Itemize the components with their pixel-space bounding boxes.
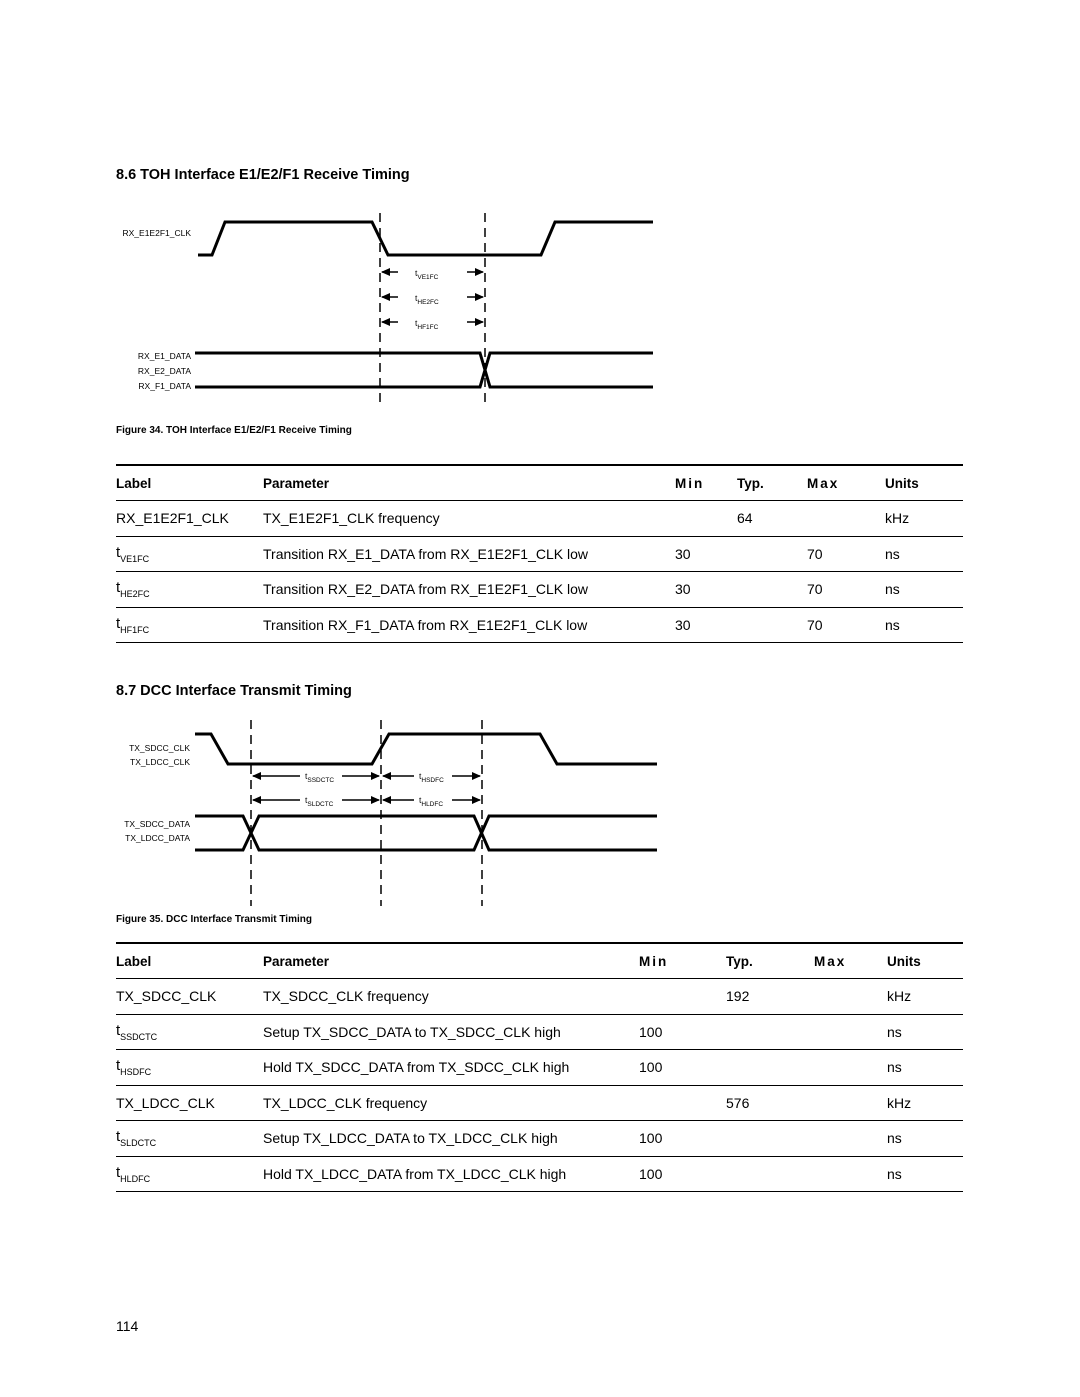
row-max: 70 (807, 536, 885, 572)
row-units: ns (887, 1156, 963, 1192)
row-units: ns (885, 607, 963, 643)
col-header-label: Label (116, 943, 263, 979)
table-row (116, 1156, 963, 1192)
table-row (116, 1050, 963, 1086)
dcc-data-signal-label-ldcc: TX_LDCC_DATA (125, 833, 190, 843)
row-label: $t_{HE2FC}$ (116, 572, 263, 608)
row-label: TX_LDCC_CLK (116, 1085, 263, 1121)
row-parameter: Setup TX_LDCC_DATA to TX_LDCC_CLK high (263, 1121, 639, 1157)
row-typ (726, 1014, 814, 1050)
row-units: ns (887, 1121, 963, 1157)
row-max: 70 (807, 572, 885, 608)
row-parameter: Hold TX_LDCC_DATA from TX_LDCC_CLK high (263, 1156, 639, 1192)
dcc-param-label-sldctc: tSLDCTC (305, 795, 334, 808)
dcc-data-waveform-b (195, 816, 657, 850)
row-parameter: Setup TX_SDCC_DATA to TX_SDCC_CLK high (263, 1014, 639, 1050)
dcc-param-label-ssdctc: tSSDCTC (305, 771, 335, 784)
row-min (639, 1085, 726, 1121)
row-min: 30 (675, 607, 737, 643)
col-header-typ: Typ. (726, 943, 814, 979)
row-max (814, 1050, 887, 1086)
dcc-timing-table (116, 942, 963, 1192)
row-units: kHz (885, 501, 963, 537)
row-min (639, 979, 726, 1015)
dcc-clk-signal-label-sdcc: TX_SDCC_CLK (129, 743, 190, 753)
toh-data-signal-label-e1: RX_E1_DATA (137, 351, 191, 361)
col-header-min: Min (639, 943, 726, 979)
row-parameter: Transition RX_E1_DATA from RX_E1E2F1_CLK low (263, 536, 675, 572)
row-parameter: TX_SDCC_CLK frequency (263, 979, 639, 1015)
col-header-max: Max (814, 943, 887, 979)
row-max (814, 1121, 887, 1157)
toh-param-label-2: tHE2FC (415, 293, 439, 306)
dcc-clock-waveform (195, 734, 657, 764)
section-heading-toh: 8.6 TOH Interface E1/E2/F1 Receive Timing (116, 167, 410, 183)
row-label: $t_{HF1FC}$ (116, 607, 263, 643)
row-min: 100 (639, 1121, 726, 1157)
row-typ: 64 (737, 501, 807, 537)
row-typ (726, 1121, 814, 1157)
figure-34-caption: Figure 34. TOH Interface E1/E2/F1 Receive Timing (116, 425, 352, 436)
col-header-units: Units (887, 943, 963, 979)
row-min: 30 (675, 572, 737, 608)
col-header-parameter: Parameter (263, 943, 639, 979)
row-max (814, 1014, 887, 1050)
row-units: ns (885, 572, 963, 608)
table-row (116, 1121, 963, 1157)
col-header-max: Max (807, 465, 885, 501)
row-parameter: Transition RX_E2_DATA from RX_E1E2F1_CLK low (263, 572, 675, 608)
col-header-typ: Typ. (737, 465, 807, 501)
row-units: ns (885, 536, 963, 572)
table-row (116, 1014, 963, 1050)
dcc-data-waveform-a (195, 816, 657, 850)
row-parameter: Transition RX_F1_DATA from RX_E1E2F1_CLK low (263, 607, 675, 643)
row-label: $t_{HSDFC}$ (116, 1050, 263, 1086)
toh-param-label-1: tVE1FC (415, 268, 439, 281)
page-number: 114 (116, 1318, 139, 1334)
table-row (116, 979, 963, 1015)
toh-param-label-3: tHF1FC (415, 318, 439, 331)
section-heading-dcc: 8.7 DCC Interface Transmit Timing (116, 683, 352, 699)
col-header-units: Units (885, 465, 963, 501)
col-header-label: Label (116, 465, 263, 501)
row-typ (726, 1156, 814, 1192)
row-max (814, 1156, 887, 1192)
row-units: kHz (887, 979, 963, 1015)
row-min: 100 (639, 1014, 726, 1050)
row-parameter: Hold TX_SDCC_DATA from TX_SDCC_CLK high (263, 1050, 639, 1086)
dcc-data-signal-label-sdcc: TX_SDCC_DATA (124, 819, 190, 829)
row-parameter: TX_E1E2F1_CLK frequency (263, 501, 675, 537)
dcc-param-label-hsdfc: tHSDFC (419, 771, 444, 784)
row-label: TX_SDCC_CLK (116, 979, 263, 1015)
row-typ: 192 (726, 979, 814, 1015)
row-min: 100 (639, 1050, 726, 1086)
toh-clk-signal-label: RX_E1E2F1_CLK (122, 228, 191, 238)
col-header-parameter: Parameter (263, 465, 675, 501)
row-parameter: TX_LDCC_CLK frequency (263, 1085, 639, 1121)
row-label: $t_{HLDFC}$ (116, 1156, 263, 1192)
row-min: 100 (639, 1156, 726, 1192)
col-header-min: Min (675, 465, 737, 501)
row-units: ns (887, 1050, 963, 1086)
row-label: RX_E1E2F1_CLK (116, 501, 263, 537)
row-label: $t_{SLDCTC}$ (116, 1121, 263, 1157)
dcc-clk-signal-label-ldcc: TX_LDCC_CLK (130, 757, 190, 767)
toh-data-signal-label-f1: RX_F1_DATA (138, 381, 191, 391)
row-max (814, 979, 887, 1015)
table-header-row (116, 943, 963, 979)
figure-35-caption: Figure 35. DCC Interface Transmit Timing (116, 914, 312, 925)
row-max: 70 (807, 607, 885, 643)
row-units: kHz (887, 1085, 963, 1121)
row-typ: 576 (726, 1085, 814, 1121)
dcc-param-label-hldfc: tHLDFC (419, 795, 444, 808)
toh-data-signal-label-e2: RX_E2_DATA (137, 366, 191, 376)
row-label: $t_{SSDCTC}$ (116, 1014, 263, 1050)
row-max (814, 1085, 887, 1121)
row-min: 30 (675, 536, 737, 572)
row-typ (726, 1050, 814, 1086)
table-row (116, 1085, 963, 1121)
row-units: ns (887, 1014, 963, 1050)
row-label: $t_{VE1FC}$ (116, 536, 263, 572)
